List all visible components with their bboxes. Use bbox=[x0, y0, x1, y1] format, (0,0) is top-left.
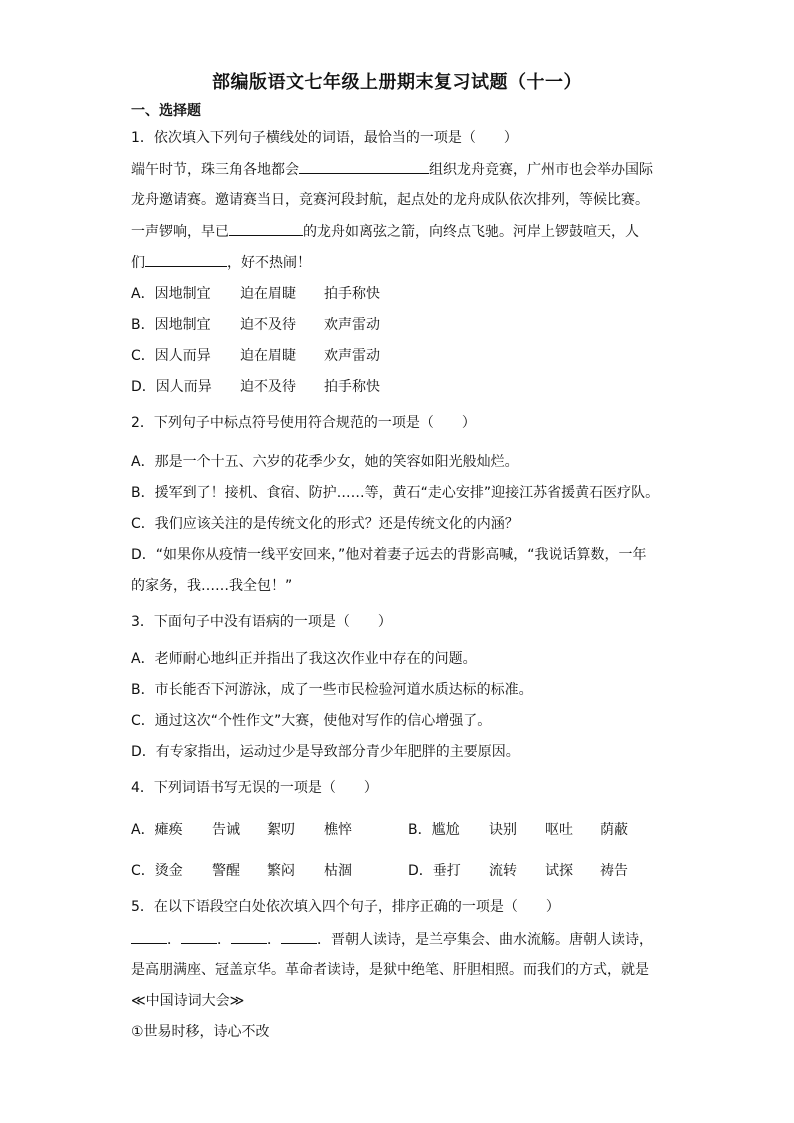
q2-option-a: A．那是一个十五、六岁的花季少女，她的笑容如阳光般灿烂。 bbox=[131, 454, 519, 470]
q1-text: 组织龙舟竞赛，广州市也会举办国际 bbox=[429, 162, 653, 178]
q3-stem: 3．下面句子中没有语病的一项是（ ） bbox=[131, 614, 392, 630]
fill-blank bbox=[229, 221, 303, 236]
q1-passage-line-1 bbox=[131, 159, 653, 180]
q3-option-d: D．有专家指出，运动过少是导致部分青少年肥胖的主要原因。 bbox=[131, 744, 520, 760]
q4-option-b: 荫蔽 bbox=[600, 822, 628, 838]
q1-option-d: 拍手称快 bbox=[324, 379, 380, 395]
q5-stem: 5．在以下语段空白处依次填入四个句子，排序正确的一项是（ ） bbox=[131, 899, 560, 915]
q4-option-b: 诀别 bbox=[489, 822, 517, 838]
fill-blank bbox=[299, 159, 429, 174]
q1-stem: 1．依次填入下列句子横线处的词语，最恰当的一项是（ ） bbox=[131, 130, 518, 146]
q2-option-d-continued: 的家务，我……我全包！” bbox=[131, 578, 293, 594]
q1-option-d: 迫不及待 bbox=[240, 379, 296, 395]
q1-option-a: 拍手称快 bbox=[324, 286, 380, 302]
q3-option-b: B．市长能否下河游泳，成了一些市民检验河道水质达标的标准。 bbox=[131, 682, 533, 698]
fill-blank bbox=[145, 252, 227, 267]
q4-option-b: B．尴尬 bbox=[408, 822, 460, 838]
q4-option-a: 樵悴 bbox=[324, 822, 352, 838]
q5-text: ．晋朝人读诗，是兰亭集会、曲水流觞。唐朝人读诗， bbox=[317, 932, 653, 948]
q4-option-c: C．烫金 bbox=[131, 863, 183, 879]
q1-option-a: 迫在眉睫 bbox=[240, 286, 296, 302]
q1-passage-line-4 bbox=[131, 252, 311, 273]
q5-passage-line-2: 是高朋满座、冠盖京华。革命者读诗，是狱中绝笔、肝胆相照。而我们的方式，就是 bbox=[131, 962, 649, 978]
q4-option-d: D．垂打 bbox=[408, 863, 461, 879]
q1-option-c: 迫在眉睫 bbox=[240, 348, 296, 364]
fill-blank bbox=[131, 929, 167, 944]
q4-option-a: 告诫 bbox=[212, 822, 240, 838]
q2-option-d: D．“如果你从疫情一线平安回来，”他对着妻子远去的背影高喊，“我说话算数，一年 bbox=[131, 547, 647, 563]
fill-blank bbox=[181, 929, 217, 944]
q1-option-c: C．因人而异 bbox=[131, 348, 211, 364]
q2-stem: 2．下列句子中标点符号使用符合规范的一项是（ ） bbox=[131, 415, 476, 431]
q1-passage-line-3 bbox=[131, 221, 639, 242]
q4-option-a: 絮叨 bbox=[267, 822, 295, 838]
q2-option-c: C．我们应该关注的是传统文化的形式？还是传统文化的内涵？ bbox=[131, 516, 519, 532]
q4-option-c: 繁闷 bbox=[267, 863, 295, 879]
q4-option-d: 流转 bbox=[489, 863, 517, 879]
q4-option-c: 警醒 bbox=[212, 863, 240, 879]
q1-option-c: 欢声雷动 bbox=[324, 348, 380, 364]
q1-option-b: 欢声雷动 bbox=[324, 317, 380, 333]
q3-option-c: C．通过这次“个性作文”大赛，使他对写作的信心增强了。 bbox=[131, 713, 492, 729]
section-heading: 一、选择题 bbox=[131, 103, 201, 119]
q1-option-d: D．因人而异 bbox=[131, 379, 212, 395]
q4-option-d: 试探 bbox=[545, 863, 573, 879]
q2-option-b: B．援军到了！接机、食宿、防护……等，黄石“走心安排”迎接江苏省援黄石医疗队。 bbox=[131, 485, 660, 501]
q1-option-a: A．因地制宜 bbox=[131, 286, 211, 302]
q1-text: 端午时节，珠三角各地都会 bbox=[131, 162, 299, 178]
q4-option-b: 呕吐 bbox=[545, 822, 573, 838]
q1-text: 们 bbox=[131, 255, 145, 271]
page-title: 部编版语文七年级上册期末复习试题（十一） bbox=[212, 72, 582, 93]
q4-option-a: A．瘫痪 bbox=[131, 822, 183, 838]
q4-option-c: 枯涸 bbox=[324, 863, 352, 879]
q1-option-b: 迫不及待 bbox=[240, 317, 296, 333]
q4-stem: 4．下列词语书写无误的一项是（ ） bbox=[131, 780, 378, 796]
q5-passage-line-1: ． ． ． ．晋朝人读诗，是兰亭集会、曲水流觞。唐朝人读诗， bbox=[131, 929, 653, 950]
q1-text: ，好不热闹！ bbox=[227, 255, 311, 271]
q4-option-d: 祷告 bbox=[600, 863, 628, 879]
q1-text: 一声锣响，早已 bbox=[131, 224, 229, 240]
q1-option-b: B．因地制宜 bbox=[131, 317, 211, 333]
q3-option-a: A．老师耐心地纠正并指出了我这次作业中存在的问题。 bbox=[131, 651, 477, 667]
q5-passage-line-3: ≪中国诗词大会≫ bbox=[131, 993, 245, 1009]
q5-sentence-1: ①世易时移，诗心不改 bbox=[131, 1024, 270, 1040]
q1-text: 的龙舟如离弦之箭，向终点飞驰。河岸上锣鼓喧天，人 bbox=[303, 224, 639, 240]
q1-passage-line-2: 龙舟邀请赛。邀请赛当日，竞赛河段封航，起点处的龙舟成队依次排列，等候比赛。 bbox=[131, 192, 649, 208]
fill-blank bbox=[281, 929, 317, 944]
fill-blank bbox=[231, 929, 267, 944]
